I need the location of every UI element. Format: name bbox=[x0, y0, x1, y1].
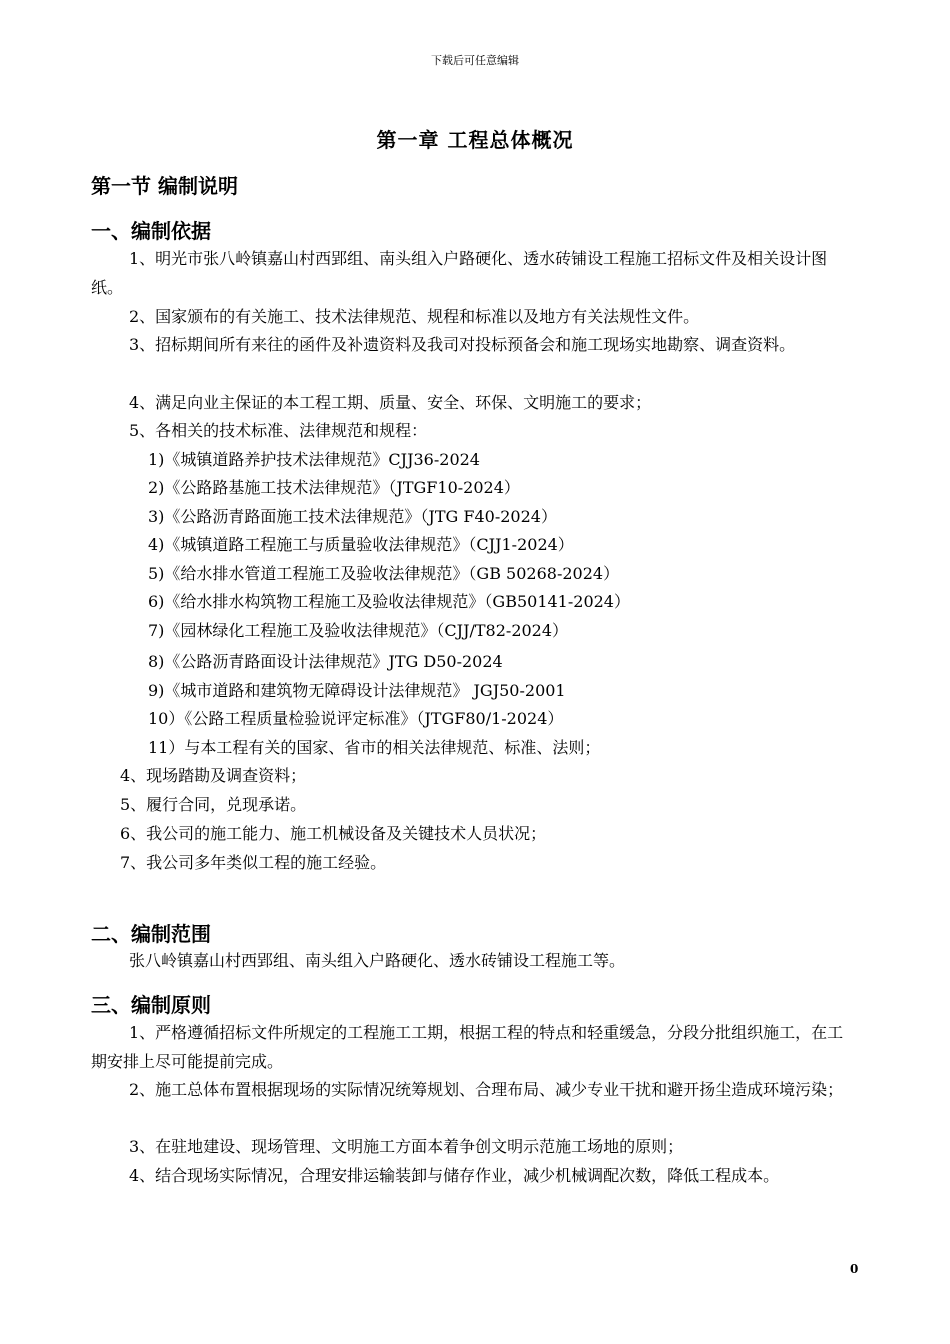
standard-item: 8)《公路沥青路面设计法律规范》JTG D50-2024 bbox=[148, 652, 503, 671]
page-header: 下载后可任意编辑 bbox=[431, 54, 519, 67]
principle-item-3: 3、在驻地建设、现场管理、文明施工方面本着争创文明示范施工场地的原则； bbox=[129, 1137, 684, 1156]
basis-item-5: 5、各相关的技术标准、法律规范和规程： bbox=[129, 421, 428, 440]
standard-item: 4)《城镇道路工程施工与质量验收法律规范》（CJJ1-2024） bbox=[148, 535, 574, 554]
basis-heading: 一、编制依据 bbox=[91, 219, 211, 243]
basis-more-item: 7、我公司多年类似工程的施工经验。 bbox=[120, 853, 387, 872]
scope-heading: 二、编制范围 bbox=[91, 922, 211, 946]
standard-item: 11）与本工程有关的国家、省市的相关法律规范、标准、法则； bbox=[148, 738, 601, 757]
principle-item-4: 4、结合现场实际情况，合理安排运输装卸与储存作业，减少机械调配次数，降低工程成本。 bbox=[129, 1166, 780, 1185]
basis-more-item: 5、履行合同，兑现承诺。 bbox=[120, 795, 307, 814]
standard-item: 5)《给水排水管道工程施工及验收法律规范》（GB 50268-2024） bbox=[148, 564, 620, 583]
scope-text: 张八岭镇嘉山村西郢组、南头组入户路硬化、透水砖铺设工程施工等。 bbox=[129, 951, 626, 970]
section-title: 第一节 编制说明 bbox=[91, 174, 238, 198]
standard-item: 6)《给水排水构筑物工程施工及验收法律规范》（GB50141-2024） bbox=[148, 592, 630, 611]
standard-item: 9)《城市道路和建筑物无障碍设计法律规范》 JGJ50-2001 bbox=[148, 681, 566, 700]
principle-item-2: 2、施工总体布置根据现场的实际情况统筹规划、合理布局、减少专业干扰和避开扬尘造成环境污染； bbox=[129, 1080, 844, 1099]
basis-item-2: 2、国家颁布的有关施工、技术法律规范、规程和标准以及地方有关法规性文件。 bbox=[129, 307, 700, 326]
standard-item: 3)《公路沥青路面施工技术法律规范》（JTG F40-2024） bbox=[148, 507, 557, 526]
chapter-title: 第一章 工程总体概况 bbox=[376, 128, 574, 152]
standard-item: 7)《园林绿化工程施工及验收法律规范》（CJJ/T82-2024） bbox=[148, 621, 569, 640]
basis-item-4: 4、满足向业主保证的本工程工期、质量、安全、环保、文明施工的要求； bbox=[129, 393, 652, 412]
standard-item: 1)《城镇道路养护技术法律规范》CJJ36-2024 bbox=[148, 450, 480, 469]
principle-item-1: 1、严格遵循招标文件所规定的工程施工工期，根据工程的特点和轻重缓急，分段分批组织施工，在工期安排上尽可能提前完成。 bbox=[91, 1023, 844, 1071]
standard-item: 10）《公路工程质量检验说评定标准》（JTGF80/1-2024） bbox=[148, 709, 564, 728]
basis-item-1: 1、明光市张八岭镇嘉山村西郢组、南头组入户路硬化、透水砖铺设工程施工招标文件及相关设计图纸。 bbox=[91, 249, 828, 297]
page-number: 0 bbox=[850, 1262, 859, 1276]
basis-more-item: 6、我公司的施工能力、施工机械设备及关键技术人员状况； bbox=[120, 824, 547, 843]
principles-heading: 三、编制原则 bbox=[91, 993, 211, 1017]
basis-more-item: 4、现场踏勘及调查资料； bbox=[120, 766, 307, 785]
basis-item-3: 3、招标期间所有来往的函件及补遗资料及我司对投标预备会和施工现场实地勘察、调查资料。 bbox=[129, 335, 796, 354]
standard-item: 2)《公路路基施工技术法律规范》（JTGF10-2024） bbox=[148, 478, 520, 497]
